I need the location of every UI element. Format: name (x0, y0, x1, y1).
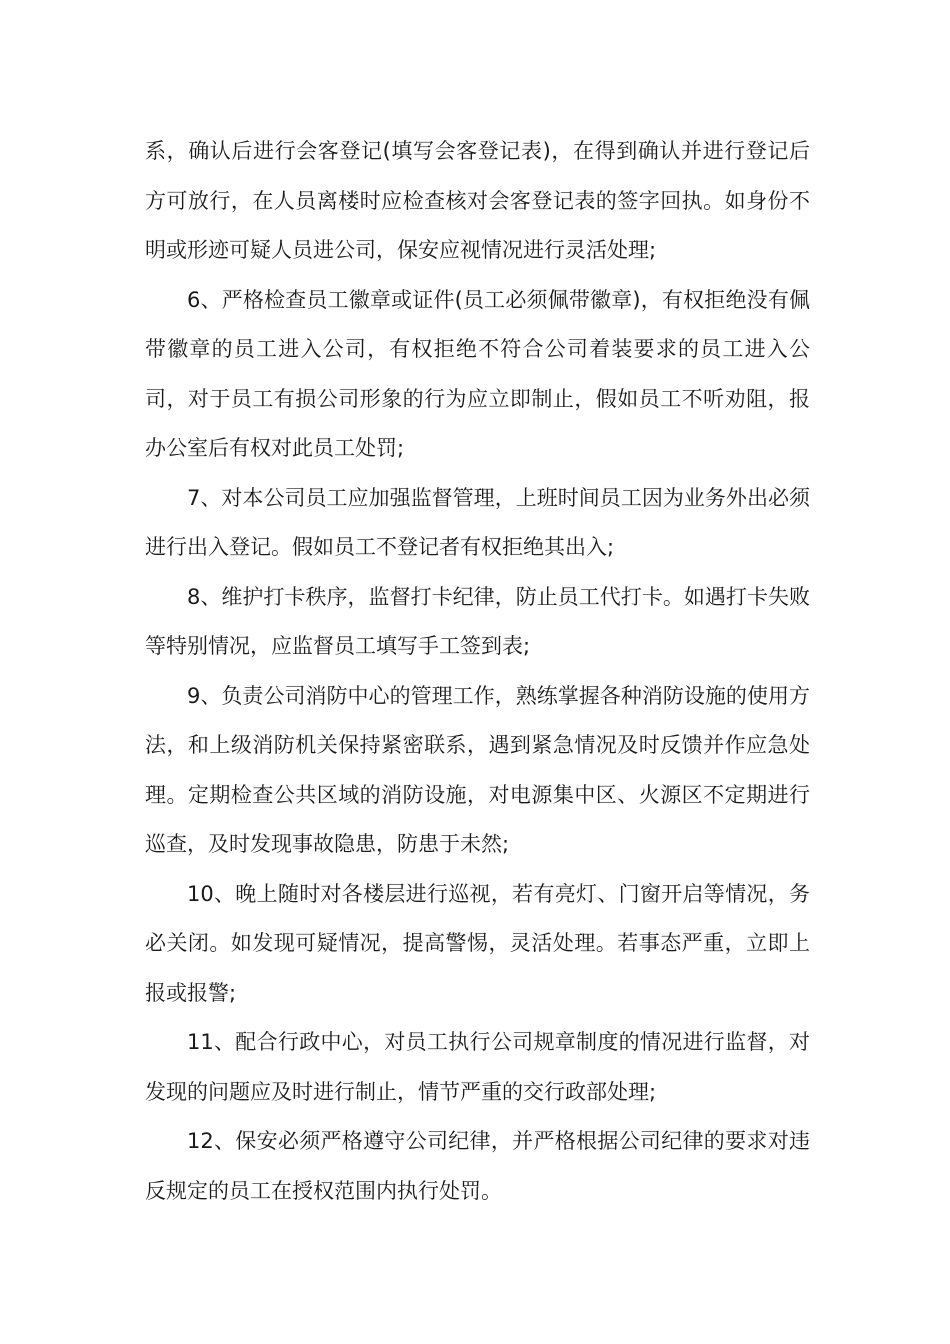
paragraph-item-7: 7、对本公司员工应加强监督管理，上班时间员工因为业务外出必须进行出入登记。假如员工不登记者有权拒绝其出入; (145, 485, 810, 559)
paragraph-continued: 系，确认后进行会客登记(填写会客登记表)，在得到确认并进行登记后方可放行，在人员离楼时应检查核对会客登记表的签字回执。如身份不明或形迹可疑人员进公司，保安应视情况进行灵活处理; (145, 139, 810, 262)
paragraph-item-6: 6、严格检查员工徽章或证件(员工必须佩带徽章)，有权拒绝没有佩带徽章的员工进入公司，有权拒绝不符合公司着装要求的员工进入公司，对于员工有损公司形象的行为应立即制止，假如员工不听劝阻，报办公室后有权对此员工处罚; (145, 287, 810, 460)
paragraph-item-11: 11、配合行政中心，对员工执行公司规章制度的情况进行监督，对发现的问题应及时进行制止，情节严重的交行政部处理; (145, 1030, 810, 1104)
paragraph-item-12: 12、保安必须严格遵守公司纪律，并严格根据公司纪律的要求对违反规定的员工在授权范围内执行处罚。 (145, 1129, 810, 1203)
paragraph-item-8: 8、维护打卡秩序，监督打卡纪律，防止员工代打卡。如遇打卡失败等特别情况，应监督员工填写手工签到表; (145, 584, 810, 658)
document-body (145, 127, 810, 1216)
paragraph-item-9: 9、负责公司消防中心的管理工作，熟练掌握各种消防设施的使用方法，和上级消防机关保持紧密联系，遇到紧急情况及时反馈并作应急处理。定期检查公共区域的消防设施，对电源集中区、火源区不定期进行巡查，及时发现事故隐患，防患于未然; (145, 683, 810, 856)
paragraph-item-10: 10、晚上随时对各楼层进行巡视，若有亮灯、门窗开启等情况，务必关闭。如发现可疑情况，提高警惕，灵活处理。若事态严重，立即上报或报警; (145, 881, 810, 1005)
